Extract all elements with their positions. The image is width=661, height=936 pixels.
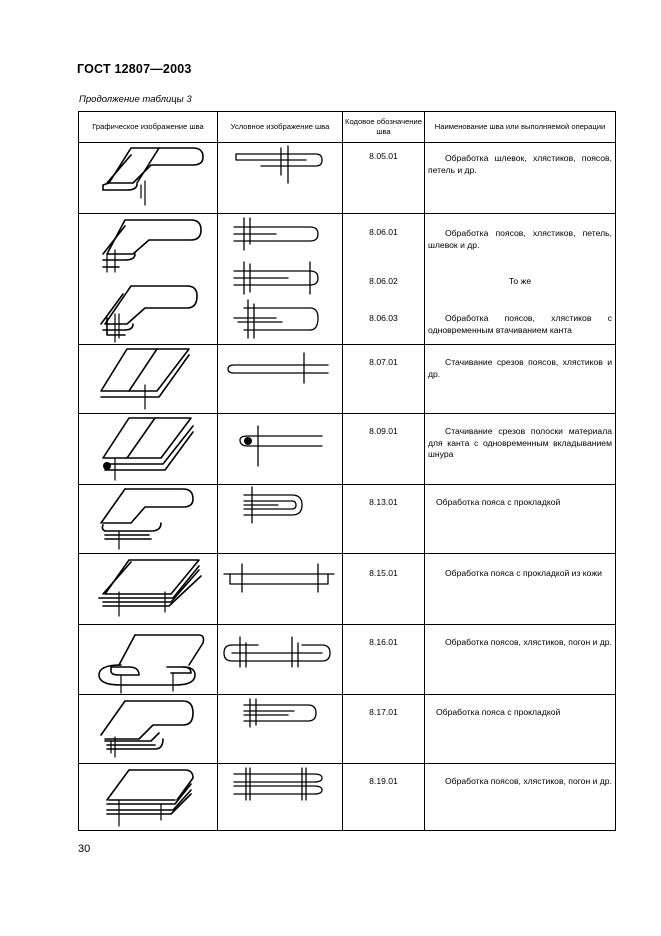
seam-graphic-cell <box>79 625 218 695</box>
seam-description: Обработка поясов, хлястиков, погон и др. <box>445 637 612 647</box>
description-cell <box>425 345 616 414</box>
seam-symbol-8-07-01 <box>218 345 342 413</box>
seam-graphic-8-09-01 <box>79 414 217 484</box>
description-cell <box>425 214 616 345</box>
seam-symbol-cell <box>218 143 343 214</box>
column-header-code: Кодовое обозначение шва <box>343 112 425 143</box>
seam-description: Стачивание срезов поясов, хлястиков и др. <box>428 357 612 379</box>
seam-symbol-cell <box>218 214 343 345</box>
seam-description: То же <box>508 276 532 286</box>
code-cell <box>343 764 425 831</box>
seam-symbol-8-09-01 <box>218 414 342 484</box>
seam-symbol-cell <box>218 414 343 485</box>
seam-code: 8.17.01 <box>369 707 398 717</box>
seam-graphic-cell <box>79 554 218 625</box>
seam-description: Обработка поясов, хлястиков, погон и др. <box>445 776 612 786</box>
seam-graphic-8-15-01 <box>79 554 217 624</box>
seam-code: 8.05.01 <box>369 151 398 161</box>
seam-graphic-8-06 <box>79 214 217 344</box>
seam-symbol-8-19-01 <box>218 764 342 830</box>
table-row <box>79 143 616 214</box>
seam-graphic-8-05-01 <box>79 143 217 213</box>
seam-symbol-cell <box>218 625 343 695</box>
seam-code: 8.07.01 <box>369 357 398 367</box>
seam-code: 8.16.01 <box>369 637 398 647</box>
seam-graphic-8-19-01 <box>79 764 217 830</box>
seam-description: Обработка пояса с прокладкой <box>436 707 561 717</box>
code-cell <box>343 485 425 554</box>
seam-symbol-8-05-01 <box>218 143 342 213</box>
seam-symbol-cell <box>218 345 343 414</box>
seam-description: Обработка шлевок, хлястиков, поясов, петель и др. <box>428 153 612 175</box>
seam-code: 8.06.02 <box>369 276 398 286</box>
seam-symbol-cell <box>218 764 343 831</box>
seam-graphic-8-16-01 <box>79 625 217 694</box>
column-header-symbol: Условное изображение шва <box>218 112 343 143</box>
seam-symbol-cell <box>218 485 343 554</box>
seam-code: 8.19.01 <box>369 776 398 786</box>
seam-symbol-8-17-01 <box>218 695 342 763</box>
document-title: ГОСТ 12807—2003 <box>77 62 192 76</box>
description-cell <box>425 554 616 625</box>
code-cell <box>343 214 425 345</box>
seam-graphic-cell <box>79 764 218 831</box>
description-cell <box>425 414 616 485</box>
seam-description: Стачивание срезов полоски материала для канта с одновременным вкладыванием шнура <box>428 426 612 459</box>
seam-code: 8.13.01 <box>369 497 398 507</box>
seam-graphic-cell <box>79 345 218 414</box>
seam-code: 8.06.01 <box>369 227 398 237</box>
seam-graphic-cell <box>79 695 218 764</box>
table-row <box>79 414 616 485</box>
seam-symbol-cell <box>218 554 343 625</box>
page-number: 30 <box>78 843 91 855</box>
code-cell <box>343 143 425 214</box>
table-header-row <box>79 112 616 143</box>
column-header-name: Наименование шва или выполняемой операции <box>425 112 616 143</box>
table-row <box>79 695 616 764</box>
description-cell <box>425 695 616 764</box>
seam-description: Обработка поясов, хлястиков с одновременным втачиванием канта <box>428 313 612 335</box>
seam-graphic-cell <box>79 414 218 485</box>
seams-table <box>78 111 616 831</box>
table-row <box>79 214 616 345</box>
seam-graphic-cell <box>79 485 218 554</box>
table-row <box>79 625 616 695</box>
description-cell <box>425 143 616 214</box>
seam-description: Обработка поясов, хлястиков, петель, шлевок и др. <box>428 228 612 250</box>
table-row <box>79 764 616 831</box>
seam-graphic-8-13-01 <box>79 485 217 553</box>
seam-description: Обработка пояса с прокладкой из кожи <box>445 568 602 578</box>
description-cell <box>425 485 616 554</box>
description-cell <box>425 764 616 831</box>
seam-symbol-8-16-01 <box>218 625 342 694</box>
table-caption: Продолжение таблицы 3 <box>79 94 192 105</box>
seam-graphic-8-17-01 <box>79 695 217 763</box>
column-header-graphic: Графическое изображение шва <box>79 112 218 143</box>
seam-symbol-8-15-01 <box>218 554 342 624</box>
seam-description: Обработка пояса с прокладкой <box>436 497 561 507</box>
seam-code: 8.09.01 <box>369 426 398 436</box>
table-row <box>79 554 616 625</box>
table-row <box>79 345 616 414</box>
description-cell <box>425 625 616 695</box>
seam-code: 8.06.03 <box>369 313 398 323</box>
code-cell <box>343 554 425 625</box>
code-cell <box>343 414 425 485</box>
code-cell <box>343 625 425 695</box>
seam-symbol-8-06 <box>218 214 342 344</box>
table-row <box>79 485 616 554</box>
seam-graphic-8-07-01 <box>79 345 217 413</box>
seam-symbol-8-13-01 <box>218 485 342 553</box>
seam-graphic-cell <box>79 214 218 345</box>
code-cell <box>343 345 425 414</box>
seam-graphic-cell <box>79 143 218 214</box>
code-cell <box>343 695 425 764</box>
seam-code: 8.15.01 <box>369 568 398 578</box>
seam-symbol-cell <box>218 695 343 764</box>
